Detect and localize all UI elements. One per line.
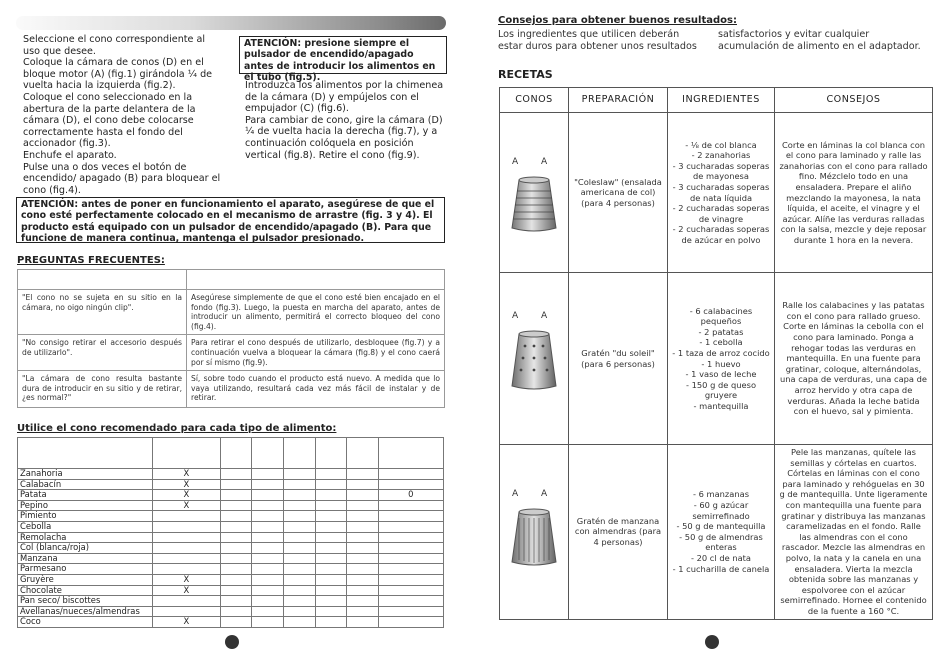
cone-mark bbox=[252, 469, 284, 480]
food-row bbox=[18, 479, 444, 490]
cone-mark bbox=[283, 532, 315, 543]
cone-mark bbox=[220, 511, 252, 522]
cone-mark bbox=[153, 553, 221, 564]
cone-mark: 0 bbox=[378, 490, 443, 501]
cone-mark bbox=[220, 500, 252, 511]
cone-mark bbox=[252, 564, 284, 575]
cone-mark bbox=[378, 479, 443, 490]
step: Coloque la cámara de conos (D) en el bloque motor (A) (fig.1) girándola ¼ de vuelta hacia la izquierda (fig.2). bbox=[23, 57, 213, 92]
recipe-prep: Gratén de manzana con almendras (para 4 personas) bbox=[569, 445, 668, 620]
cone-icons-header-row bbox=[18, 438, 444, 469]
col-header-prep: PREPARACIÓN bbox=[569, 88, 668, 113]
food-row bbox=[18, 490, 444, 501]
faq-question: "El cono no se sujeta en su sitio en la cámara, no oigo ningún clip". bbox=[18, 290, 187, 335]
cone-mark bbox=[347, 606, 379, 617]
cone-mark bbox=[347, 500, 379, 511]
food-name: Pimiento bbox=[18, 511, 153, 522]
cone-mark bbox=[252, 490, 284, 501]
instruction-steps bbox=[23, 34, 223, 196]
cone-mark bbox=[315, 511, 347, 522]
cone-mark bbox=[220, 469, 252, 480]
recipe-cone-cell bbox=[500, 273, 569, 445]
cone-mark bbox=[220, 479, 252, 490]
tips-title: Consejos para obtener buenos resultados: bbox=[498, 15, 737, 26]
faq-title: PREGUNTAS FRECUENTES: bbox=[17, 255, 165, 266]
food-column-header bbox=[18, 438, 153, 469]
cone-mark bbox=[315, 500, 347, 511]
faq-question: "No consigo retirar el accesorio después de utilizarlo". bbox=[18, 335, 187, 371]
recipes-table bbox=[499, 87, 933, 620]
recipe-cone-cell bbox=[500, 445, 569, 620]
grater-cone-icon bbox=[511, 330, 557, 392]
cone-mark bbox=[220, 574, 252, 585]
cone-mark bbox=[153, 521, 221, 532]
cone-mark bbox=[347, 490, 379, 501]
recipe-row bbox=[500, 445, 933, 620]
cone-mark bbox=[283, 469, 315, 480]
cone-mark bbox=[378, 596, 443, 607]
cone-mark bbox=[347, 564, 379, 575]
recipe-tips: Ralle los calabacines y las patatas con el cono para rallado grueso. Corte en láminas la cebolla con el cono para laminado. Ponga a rehogar todas las verduras en mantequilla. En una fuente para gratinar, coloque, alternándolas, una capa de verduras, una capa de arroz hervido y otra capa de verduras. Añada la leche batida con el huevo, sal y pimienta. bbox=[775, 273, 933, 445]
cone-mark bbox=[283, 490, 315, 501]
cone-mark bbox=[315, 532, 347, 543]
cone-mark bbox=[220, 490, 252, 501]
food-name: Col (blanca/roja) bbox=[18, 543, 153, 554]
recipe-ingredients: - ⅛ de col blanca - 2 zanahorias - 3 cucharadas soperas de mayonesa - 3 cucharadas soperas de nata líquida - 2 cucharadas soperas de vinagre - 2 cucharadas soperas de azúcar en polvo bbox=[668, 113, 775, 273]
page-marker-right bbox=[705, 635, 719, 649]
cone-label: A A bbox=[512, 489, 558, 499]
cone-mark bbox=[347, 511, 379, 522]
cone-mark bbox=[347, 553, 379, 564]
cone-mark bbox=[252, 606, 284, 617]
food-name: Calabacín bbox=[18, 479, 153, 490]
cone-mark bbox=[315, 553, 347, 564]
cone-mark bbox=[347, 574, 379, 585]
grater-cone-icon bbox=[511, 176, 557, 234]
cone-mark bbox=[252, 532, 284, 543]
cone-column-header bbox=[378, 438, 443, 469]
cone-mark bbox=[153, 543, 221, 554]
food-name: Patata bbox=[18, 490, 153, 501]
faq-table bbox=[17, 269, 445, 408]
cone-mark bbox=[220, 606, 252, 617]
cone-mark bbox=[378, 606, 443, 617]
cone-mark bbox=[252, 521, 284, 532]
recipe-ingredients: - 6 calabacines pequeños - 2 patatas - 1 cebolla - 1 taza de arroz cocido - 1 huevo - 1 vaso de leche - 150 g de queso gruyere - mantequilla bbox=[668, 273, 775, 445]
cone-mark bbox=[153, 532, 221, 543]
recipes-title: RECETAS bbox=[498, 68, 553, 81]
cone-mark bbox=[220, 553, 252, 564]
cone-column-header bbox=[283, 438, 315, 469]
cone-mark bbox=[347, 532, 379, 543]
recipe-tips: Corte en láminas la col blanca con el cono para laminado y ralle las zanahorias con el cono para rallado fino. Mézclelo todo en una ensaladera. Prepare el aliño mezclando la mayonesa, la nata líquida, el aceite, el vinagre y el azúcar. Alíñe las verduras ralladas con la salsa, mezcle y deje reposar durante 1 hora en la nevera. bbox=[775, 113, 933, 273]
cone-mark bbox=[252, 574, 284, 585]
cone-mark bbox=[283, 606, 315, 617]
food-row bbox=[18, 606, 444, 617]
header-gradient-bar bbox=[16, 16, 446, 30]
cone-column-header bbox=[315, 438, 347, 469]
food-name: Pepino bbox=[18, 500, 153, 511]
food-name: Parmesano bbox=[18, 564, 153, 575]
step: Pulse una o dos veces el botón de encendido/ apagado (B) para bloquear el cono (fig.4). bbox=[23, 161, 221, 196]
col-header-tips: CONSEJOS bbox=[775, 88, 933, 113]
food-row bbox=[18, 617, 444, 628]
cone-mark bbox=[283, 521, 315, 532]
cone-mark: X bbox=[153, 500, 221, 511]
cone-mark bbox=[283, 585, 315, 596]
cone-mark bbox=[347, 521, 379, 532]
cone-mark bbox=[153, 596, 221, 607]
cone-mark bbox=[315, 617, 347, 628]
cone-mark bbox=[378, 564, 443, 575]
page-marker-left bbox=[225, 635, 239, 649]
step: Para cambiar de cono, gire la cámara (D) ¼ de vuelta hacia la derecha (fig.7), y a continuación colóquela en posición vertical (fig.8). Retire el cono (fig.9). bbox=[245, 114, 443, 161]
cone-mark bbox=[315, 490, 347, 501]
instruction-steps-right bbox=[245, 80, 450, 161]
cone-mark: X bbox=[153, 617, 221, 628]
cone-table-title: Utilice el cono recomendado para cada tipo de alimento: bbox=[17, 423, 337, 434]
food-row bbox=[18, 596, 444, 607]
food-name: Cebolla bbox=[18, 521, 153, 532]
grater-cone-icon bbox=[511, 508, 557, 568]
cone-mark bbox=[252, 479, 284, 490]
cone-mark bbox=[252, 553, 284, 564]
cone-mark bbox=[315, 521, 347, 532]
cone-mark bbox=[252, 617, 284, 628]
recipe-ingredients: - 6 manzanas - 60 g azúcar semirrefinado - 50 g de mantequilla - 50 g de almendras enteras - 20 cl de nata - 1 cucharilla de canela bbox=[668, 445, 775, 620]
food-row bbox=[18, 574, 444, 585]
cone-mark bbox=[283, 479, 315, 490]
tips-col-1: Los ingredientes que utilicen deberán estar duros para obtener unos resultados bbox=[498, 29, 697, 52]
cone-mark bbox=[283, 553, 315, 564]
cone-mark bbox=[153, 511, 221, 522]
cone-mark bbox=[347, 543, 379, 554]
cone-mark bbox=[378, 585, 443, 596]
food-row bbox=[18, 585, 444, 596]
cone-mark: X bbox=[153, 490, 221, 501]
recipe-tips: Pele las manzanas, quítele las semillas y córtelas en cuartos. Córtelas en láminas con el cono para laminado y rehóguelas en 30 g de mantequilla. Unte ligeramente con mantequilla una fuente para gratinar y distribuya las manzanas caramelizadas en el fondo. Ralle las almendras con el cono rascador. Mezcle las almendras en polvo, la nata y la canela en una ensaladera. Vierta la mezcla obtenida sobre las manzanas y espolvoree con el azúcar semirrefinado. Hornee el contenido de la fuente a 160 °C. bbox=[775, 445, 933, 620]
cone-mark bbox=[347, 585, 379, 596]
cone-mark bbox=[347, 617, 379, 628]
recipe-prep: "Coleslaw" (ensalada americana de col) (para 4 personas) bbox=[569, 113, 668, 273]
cone-mark bbox=[220, 596, 252, 607]
cone-column-header bbox=[220, 438, 252, 469]
food-row bbox=[18, 564, 444, 575]
cone-column-header bbox=[252, 438, 284, 469]
food-name: Pan seco/ biscottes bbox=[18, 596, 153, 607]
cone-mark bbox=[347, 469, 379, 480]
cone-label: A A bbox=[512, 311, 558, 321]
cone-mark: X bbox=[153, 574, 221, 585]
tips-col-2: satisfactorios y evitar cualquier acumulación de alimento en el adaptador. bbox=[718, 29, 921, 52]
food-row bbox=[18, 500, 444, 511]
cone-mark bbox=[220, 564, 252, 575]
food-name: Coco bbox=[18, 617, 153, 628]
cone-mark bbox=[378, 532, 443, 543]
food-name: Chocolate bbox=[18, 585, 153, 596]
food-name: Remolacha bbox=[18, 532, 153, 543]
food-row bbox=[18, 511, 444, 522]
cone-mark bbox=[347, 479, 379, 490]
cone-mark bbox=[153, 606, 221, 617]
cone-mark: X bbox=[153, 585, 221, 596]
cone-mark bbox=[283, 574, 315, 585]
food-name: Avellanas/nueces/almendras bbox=[18, 606, 153, 617]
cone-mark bbox=[347, 596, 379, 607]
cone-mark bbox=[153, 564, 221, 575]
cone-mark bbox=[252, 585, 284, 596]
recipe-cone-cell bbox=[500, 113, 569, 273]
cone-mark bbox=[283, 617, 315, 628]
cone-mark bbox=[315, 585, 347, 596]
cone-mark bbox=[315, 564, 347, 575]
cone-mark bbox=[283, 511, 315, 522]
cone-mark bbox=[315, 543, 347, 554]
cone-mark bbox=[220, 521, 252, 532]
food-row bbox=[18, 521, 444, 532]
food-row bbox=[18, 543, 444, 554]
cone-mark bbox=[220, 543, 252, 554]
cone-mark bbox=[220, 617, 252, 628]
warning-box-tube: ATENCIÓN: presione siempre el pulsador de encendido/apagado antes de introducir los alimentos en el tubo (fig.5). bbox=[239, 36, 447, 74]
cone-mark bbox=[283, 500, 315, 511]
cone-mark bbox=[283, 596, 315, 607]
recipe-row bbox=[500, 113, 933, 273]
faq-question: "La cámara de cono resulta bastante dura de introducir en su sitio y de retirar, ¿es normal?" bbox=[18, 371, 187, 408]
recipe-row bbox=[500, 273, 933, 445]
cone-mark bbox=[378, 574, 443, 585]
food-name: Manzana bbox=[18, 553, 153, 564]
cone-usage-table bbox=[17, 437, 444, 628]
cone-mark bbox=[378, 553, 443, 564]
food-row bbox=[18, 469, 444, 480]
step: Coloque el cono seleccionado en la abertura de la parte delantera de la cámara (D), el cono debe colocarse correctamente hasta el fondo del accionador (fig.3). bbox=[23, 91, 196, 150]
recipe-prep: Gratén "du soleil" (para 6 personas) bbox=[569, 273, 668, 445]
food-row bbox=[18, 532, 444, 543]
cone-mark bbox=[378, 500, 443, 511]
cone-mark bbox=[378, 521, 443, 532]
cone-mark bbox=[252, 511, 284, 522]
food-name: Gruyère bbox=[18, 574, 153, 585]
cone-mark bbox=[378, 469, 443, 480]
step: Introduzca los alimentos por la chimenea de la cámara (D) y empújelos con el empujador (C) (fig.6). bbox=[245, 80, 444, 115]
food-name: Zanahoria bbox=[18, 469, 153, 480]
cone-mark bbox=[252, 500, 284, 511]
cone-mark bbox=[220, 532, 252, 543]
col-header-ingredients: INGREDIENTES bbox=[668, 88, 775, 113]
cone-mark bbox=[315, 469, 347, 480]
cone-label: A A bbox=[512, 157, 558, 167]
cone-mark bbox=[283, 543, 315, 554]
cone-mark bbox=[378, 543, 443, 554]
cone-mark bbox=[378, 617, 443, 628]
cone-mark: X bbox=[153, 469, 221, 480]
cone-mark bbox=[378, 511, 443, 522]
cone-mark bbox=[252, 543, 284, 554]
cone-column-header bbox=[347, 438, 379, 469]
cone-column-header bbox=[153, 438, 221, 469]
step: Seleccione el cono correspondiente al uso que desee. bbox=[23, 34, 206, 57]
col-header-cones: CONOS bbox=[500, 88, 569, 113]
cone-mark bbox=[315, 574, 347, 585]
cone-mark bbox=[315, 606, 347, 617]
faq-answer: Asegúrese simplemente de que el cono esté bien encajado en el fondo (fig.3). Luego, la puesta en marcha del aparato, antes de introducir un alimento, permitirá el correcto bloqueo del cono (fig.4). bbox=[187, 290, 445, 335]
warning-box-cone: ATENCIÓN: antes de poner en funcionamiento el aparato, asegúrese de que el cono esté perfectamente colocado en el mecanismo de arrastre (fig. 3 y 4). El producto está equipado con un pulsador de encendido/apagado (B). Para que funcione de manera continua, mantenga el pulsador presionado. bbox=[16, 197, 445, 243]
cone-mark bbox=[283, 564, 315, 575]
cone-mark: X bbox=[153, 479, 221, 490]
cone-mark bbox=[220, 585, 252, 596]
faq-answer: Sí, sobre todo cuando el producto está nuevo. A medida que lo vaya utilizando, resultará cada vez más fácil de instalar y de retirar. bbox=[187, 371, 445, 408]
step: Enchufe el aparato. bbox=[23, 149, 117, 161]
cone-mark bbox=[315, 596, 347, 607]
cone-mark bbox=[315, 479, 347, 490]
cone-mark bbox=[252, 596, 284, 607]
food-row bbox=[18, 553, 444, 564]
faq-answer: Para retirar el cono después de utilizarlo, desbloquee (fig.7) y a continuación vuelva a bloquear la cámara (fig.8) y el cono caerá por sí mismo (fig.9). bbox=[187, 335, 445, 371]
